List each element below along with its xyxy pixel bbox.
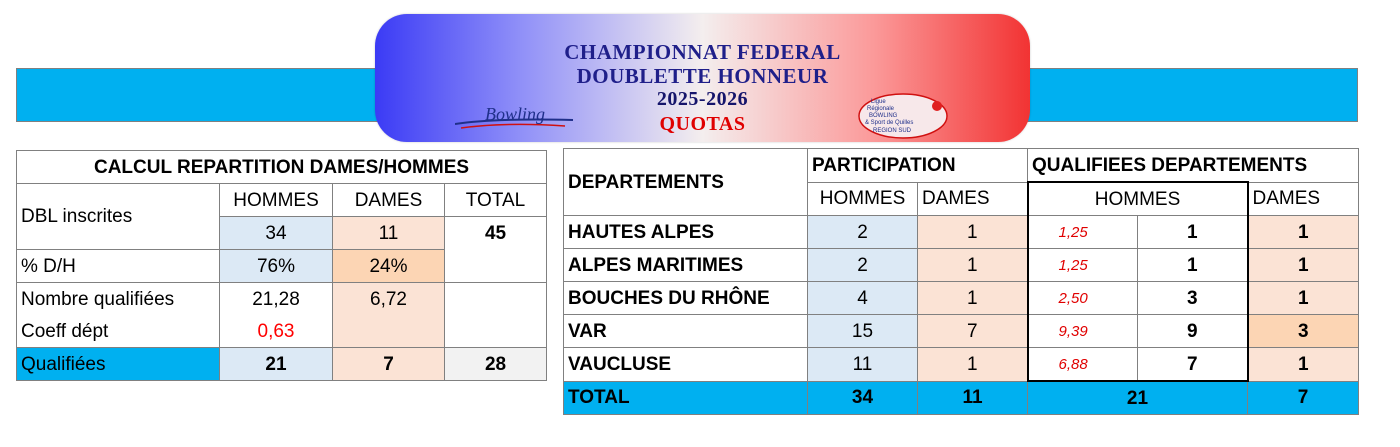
- dept-name: HAUTES ALPES: [564, 216, 808, 249]
- table-row: [564, 315, 1359, 348]
- qualif-hommes-header: HOMMES: [1028, 182, 1248, 216]
- dept-name: VAUCLUSE: [564, 348, 808, 382]
- coeff-hommes: 0,63: [220, 315, 333, 348]
- total-participation-dames: 11: [918, 381, 1028, 415]
- nombre-qualifiees-hommes: 21,28: [220, 283, 333, 316]
- coeff-total-empty: [445, 315, 547, 348]
- bowling-logo-text: Bowling: [485, 104, 546, 124]
- dept-qualif-dames: 1: [1248, 216, 1359, 249]
- dept-participation-hommes: 11: [808, 348, 918, 382]
- ligue-regionale-logo: [857, 92, 953, 140]
- total-row: [564, 381, 1359, 415]
- ligue-line-1: Ligue: [871, 99, 886, 105]
- participation-dames-header: DAMES: [918, 182, 1028, 216]
- repartition-title: CALCUL REPARTITION DAMES/HOMMES: [17, 151, 547, 184]
- table-row: [564, 216, 1359, 249]
- qualifiees-label: Qualifiées: [17, 348, 220, 381]
- dept-qualif-hommes: 7: [1138, 348, 1248, 382]
- dept-qualif-dames: 1: [1248, 282, 1359, 315]
- ligue-line-2: Régionale: [867, 106, 895, 112]
- coeff-label: Coeff dépt: [17, 315, 220, 348]
- total-participation-hommes: 34: [808, 381, 918, 415]
- coeff-dames-empty: [333, 315, 445, 348]
- pct-label: % D/H: [17, 250, 220, 283]
- header-band-right: [1026, 68, 1358, 122]
- banner-quotas: QUOTAS: [659, 113, 746, 135]
- dept-name: BOUCHES DU RHÔNE: [564, 282, 808, 315]
- repartition-table: [16, 150, 547, 381]
- dept-coef: 2,50: [1028, 282, 1138, 315]
- banner-title: CHAMPIONNAT FEDERAL: [564, 40, 841, 64]
- dept-qualif-dames: 1: [1248, 348, 1359, 382]
- dept-participation-hommes: 2: [808, 216, 918, 249]
- pct-hommes: 76%: [220, 250, 333, 283]
- inscrites-hommes: 34: [220, 217, 333, 250]
- total-qualif-dames: 7: [1248, 381, 1359, 415]
- dept-participation-dames: 1: [918, 216, 1028, 249]
- col-hommes-header: HOMMES: [220, 184, 333, 217]
- table-row: [564, 249, 1359, 282]
- dept-participation-hommes: 15: [808, 315, 918, 348]
- nombre-total-empty: [445, 283, 547, 316]
- ligue-line-3: BOWLING: [869, 113, 898, 119]
- bowling-logo: [455, 100, 585, 134]
- dept-participation-dames: 1: [918, 348, 1028, 382]
- pct-total-empty: [445, 250, 547, 283]
- qualifiees-dames: 7: [333, 348, 445, 381]
- ligue-line-5: REGION SUD: [873, 128, 912, 134]
- banner-subtitle: DOUBLETTE HONNEUR: [576, 64, 829, 88]
- dept-qualif-hommes: 3: [1138, 282, 1248, 315]
- total-qualif-hommes: 21: [1028, 381, 1248, 415]
- inscrites-dames: 11: [333, 217, 445, 250]
- pct-dames: 24%: [333, 250, 445, 283]
- col-total-header: TOTAL: [445, 184, 547, 217]
- dbl-inscrites-label: DBL inscrites: [17, 184, 220, 250]
- participation-hommes-header: HOMMES: [808, 182, 918, 216]
- table-row: [564, 282, 1359, 315]
- qualif-dames-header: DAMES: [1248, 182, 1359, 216]
- title-banner: [375, 14, 1030, 142]
- dept-participation-dames: 1: [918, 282, 1028, 315]
- participation-header: PARTICIPATION: [808, 149, 1028, 183]
- nombre-qualifiees-dames: 6,72: [333, 283, 445, 316]
- dept-participation-dames: 7: [918, 315, 1028, 348]
- dept-coef: 1,25: [1028, 249, 1138, 282]
- departements-table: [563, 148, 1359, 415]
- dept-coef: 9,39: [1028, 315, 1138, 348]
- table-row: [564, 348, 1359, 382]
- inscrites-total: 45: [445, 217, 547, 250]
- header-band-left: [16, 68, 378, 122]
- dept-qualif-hommes: 1: [1138, 249, 1248, 282]
- dept-qualif-dames: 3: [1248, 315, 1359, 348]
- dept-qualif-hommes: 9: [1138, 315, 1248, 348]
- dept-qualif-hommes: 1: [1138, 216, 1248, 249]
- dept-coef: 6,88: [1028, 348, 1138, 382]
- qualifiees-departements-header: QUALIFIEES DEPARTEMENTS: [1028, 149, 1359, 183]
- dept-participation-hommes: 2: [808, 249, 918, 282]
- ligue-line-4: & Sport de Quilles: [865, 120, 914, 126]
- dept-qualif-dames: 1: [1248, 249, 1359, 282]
- banner-season: 2025-2026: [656, 88, 749, 110]
- dept-name: ALPES MARITIMES: [564, 249, 808, 282]
- dept-participation-dames: 1: [918, 249, 1028, 282]
- dept-participation-hommes: 4: [808, 282, 918, 315]
- dept-coef: 1,25: [1028, 216, 1138, 249]
- qualifiees-hommes: 21: [220, 348, 333, 381]
- total-label: TOTAL: [564, 381, 808, 415]
- nombre-qualifiees-label: Nombre qualifiées: [17, 283, 220, 316]
- dept-name: VAR: [564, 315, 808, 348]
- col-dames-header: DAMES: [333, 184, 445, 217]
- qualifiees-total: 28: [445, 348, 547, 381]
- col-departements-header: DEPARTEMENTS: [564, 149, 808, 216]
